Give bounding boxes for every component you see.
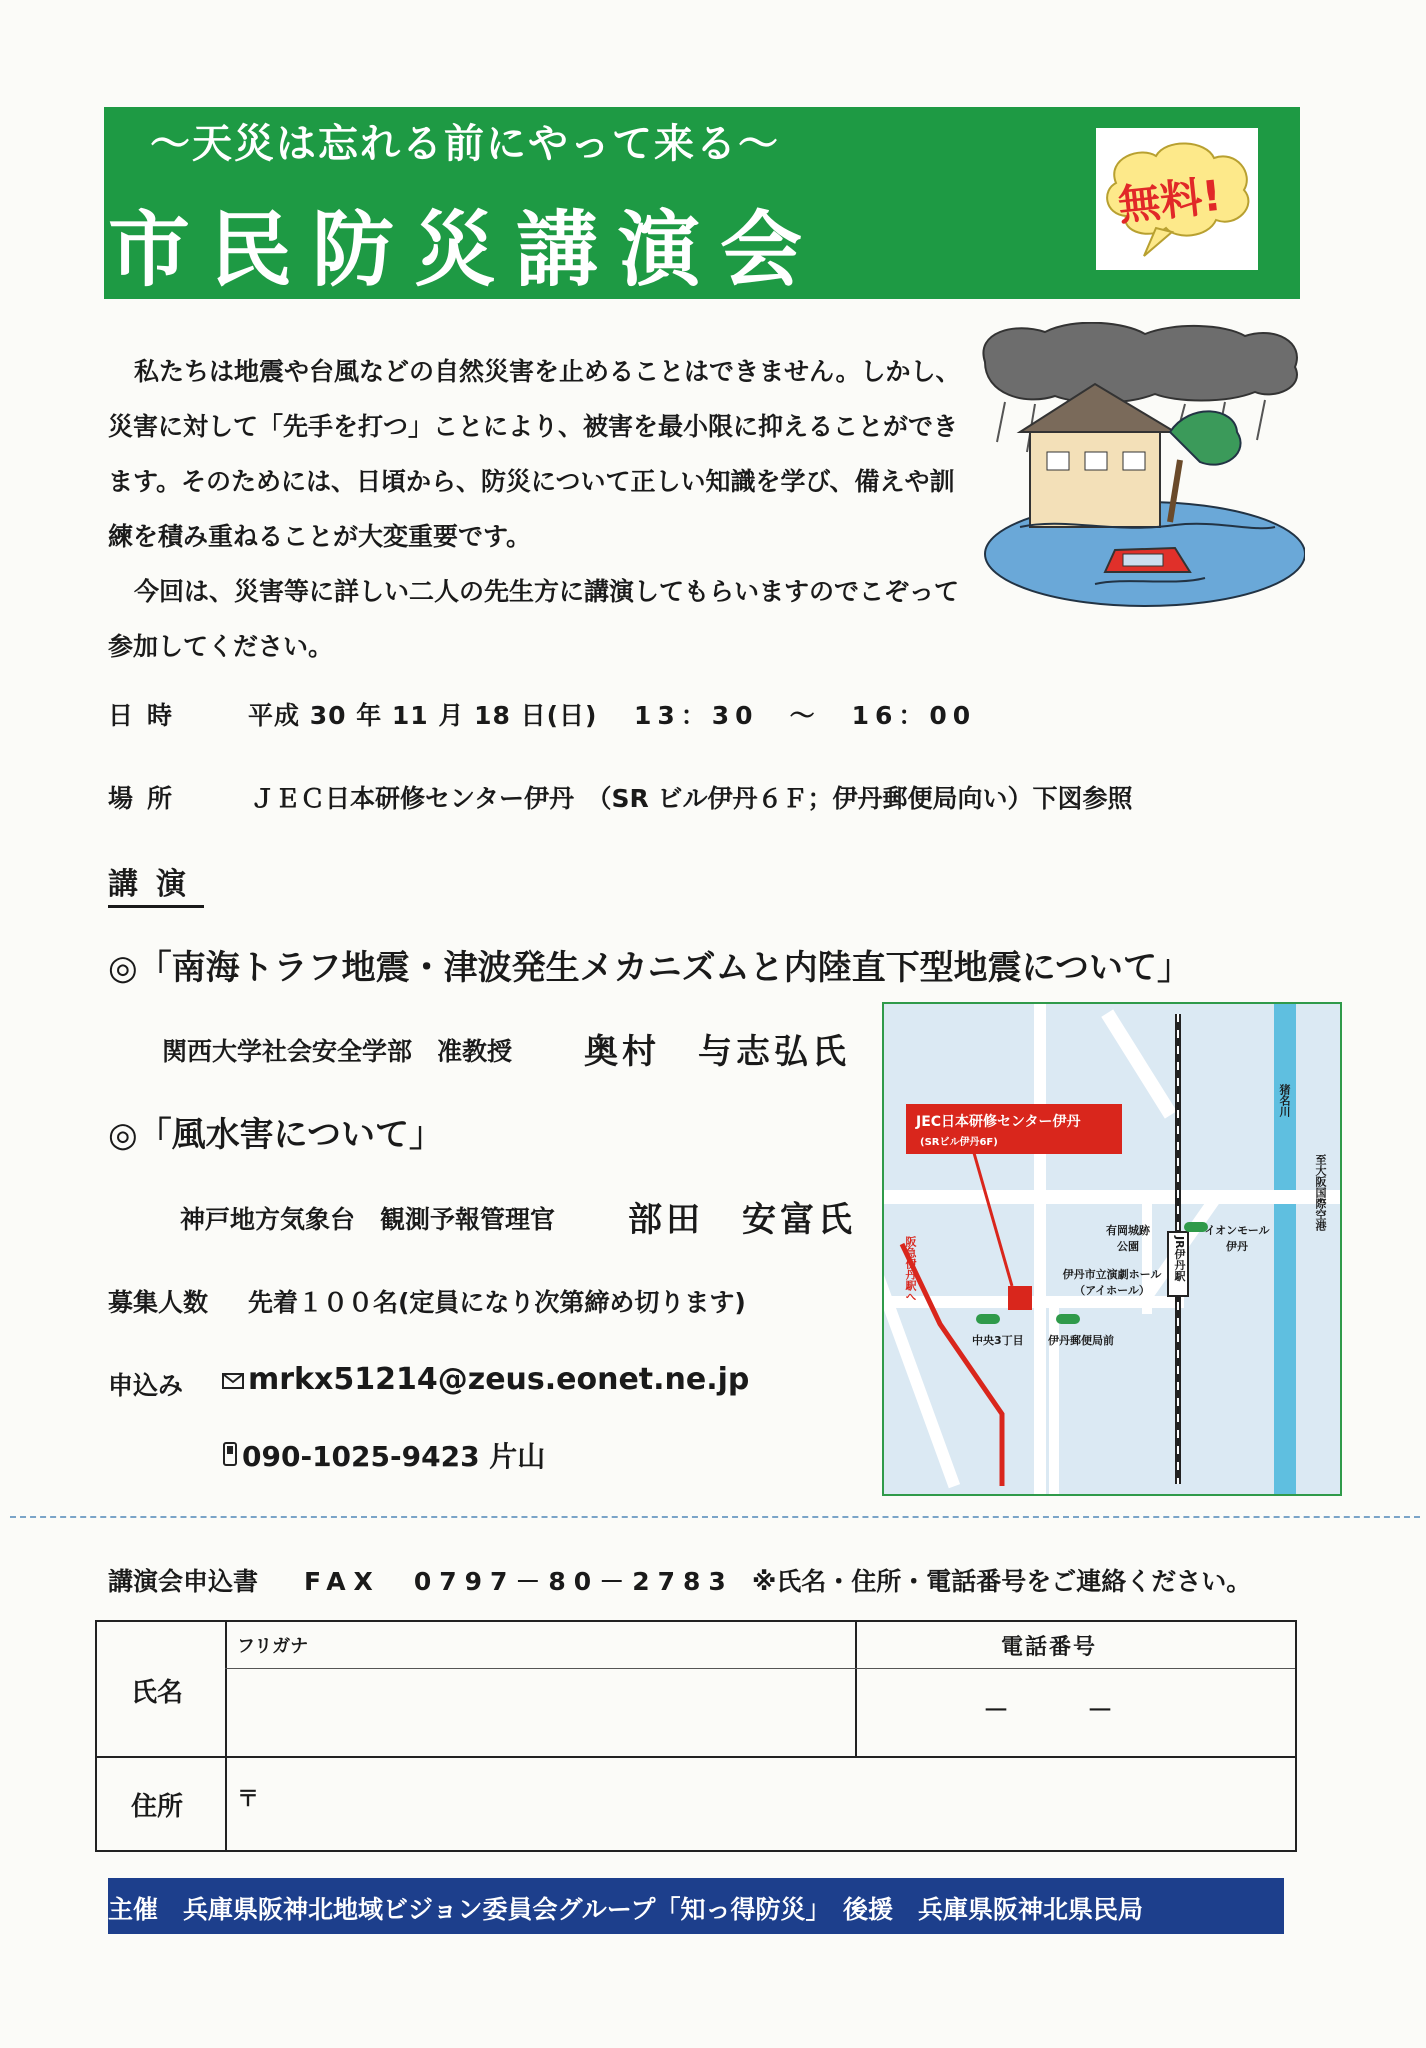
lecture-heading: 講演 (108, 859, 204, 908)
application-form (95, 1620, 1297, 1852)
name-label: 氏名 (131, 1678, 184, 1708)
talk1-affiliation: 関西大学社会安全学部 准教授 (162, 1037, 513, 1066)
form-furigana-line (225, 1668, 1295, 1669)
mobile-phone-icon (222, 1440, 238, 1473)
talk1-speaker: 奥村 与志弘氏 (584, 1032, 850, 1072)
time-value: 13：30 〜 16：00 (634, 701, 977, 730)
date-label: 日時 (108, 701, 187, 730)
intro-paragraph-2: 今回は、災害等に詳しい二人の先生方に講演してもらいますのでこぞって参加してください。 (108, 577, 960, 661)
place-value: ＪＥＣ日本研修センター伊丹 （SR ビル伊丹６Ｆ；伊丹郵便局向い）下図参照 (250, 784, 1133, 813)
date-value: 平成 30 年 11 月 18 日(日) (248, 701, 598, 730)
talk2-title: ◎「風水害について」 (108, 1115, 443, 1155)
apply-phone[interactable] (222, 1435, 545, 1475)
header-subtitle: 〜天災は忘れる前にやって来る〜 (150, 121, 780, 167)
intro-paragraph-1: 私たちは地震や台風などの自然災害を止めることはできません。しかし、災害に対して「先手を打つ」ことにより、被害を最小限に抑えることができます。そのためには、日頃から、防災について正しい知識を学び、備えや訓練を積み重ねることが大変重要です。 (108, 357, 961, 551)
flooded-house-icon (975, 322, 1305, 612)
address-label: 住所 (131, 1792, 184, 1822)
map-post: 伊丹郵便局前 (1048, 1334, 1114, 1347)
map-hankyu: 阪急伊丹駅へ (904, 1236, 917, 1302)
envelope-icon (222, 1362, 244, 1397)
map-hall: 伊丹市立演劇ホール（アイホール） (1062, 1268, 1162, 1297)
map-jec-title: JEC日本研修センター伊丹 (916, 1114, 1081, 1130)
phone-text: 090-1025-9423 片山 (242, 1440, 546, 1473)
intro-text (108, 344, 966, 674)
map-chuo: 中央3丁目 (972, 1334, 1024, 1347)
email-text: mrkx51214@zeus.eonet.ne.jp (248, 1362, 750, 1397)
postal-mark-icon: 〒 (237, 1787, 260, 1812)
phone-label: 電話番号 (1001, 1635, 1098, 1660)
map-jec-sub: (SRビル伊丹6F) (920, 1137, 998, 1148)
cut-line (10, 1516, 1420, 1518)
page-title: 市民防災講演会 (108, 203, 823, 298)
map-aeon: イオンモール伊丹 (1204, 1224, 1270, 1253)
free-badge-text: 無料! (1115, 170, 1224, 231)
apply-email[interactable] (222, 1362, 749, 1397)
capacity-value: 先着１００名(定員になり次第締め切ります) (248, 1288, 746, 1317)
place-label: 場所 (108, 784, 187, 813)
talk2-affiliation: 神戸地方気象台 観測予報管理官 (180, 1205, 556, 1234)
apply-label: 申込み (108, 1371, 184, 1400)
name-field[interactable] (227, 1670, 853, 1754)
talk2-speaker: 部田 安富氏 (628, 1200, 856, 1240)
form-note: ※氏名・住所・電話番号をご連絡ください。 (752, 1567, 1252, 1596)
phone-dash: － － (983, 1696, 1114, 1726)
form-fax: FAX 0797－80－2783 (304, 1567, 734, 1596)
footer-text: 主催 兵庫県阪神北地域ビジョン委員会グループ「知っ得防災」 後援 兵庫県阪神北県民局 (108, 1895, 1144, 1924)
map-airport: 至大阪国際空港 (1314, 1154, 1327, 1231)
form-heading: 講演会申込書 (108, 1567, 259, 1596)
capacity-label: 募集人数 (108, 1288, 209, 1317)
map-station: JR伊丹駅 (1173, 1236, 1186, 1282)
map-jec-label (906, 1104, 1122, 1154)
furigana-label: フリガナ (237, 1636, 309, 1657)
flood-illustration (975, 322, 1305, 612)
free-badge (1096, 128, 1258, 270)
map-river: 猪名川 (1278, 1084, 1291, 1117)
map-park: 有岡城跡公園 (1106, 1224, 1150, 1253)
talk1-title: ◎「南海トラフ地震・津波発生メカニズムと内陸直下型地震について」 (108, 948, 1191, 988)
address-field[interactable] (227, 1758, 1295, 1850)
footer-banner (108, 1878, 1284, 1934)
access-map (882, 1002, 1342, 1496)
